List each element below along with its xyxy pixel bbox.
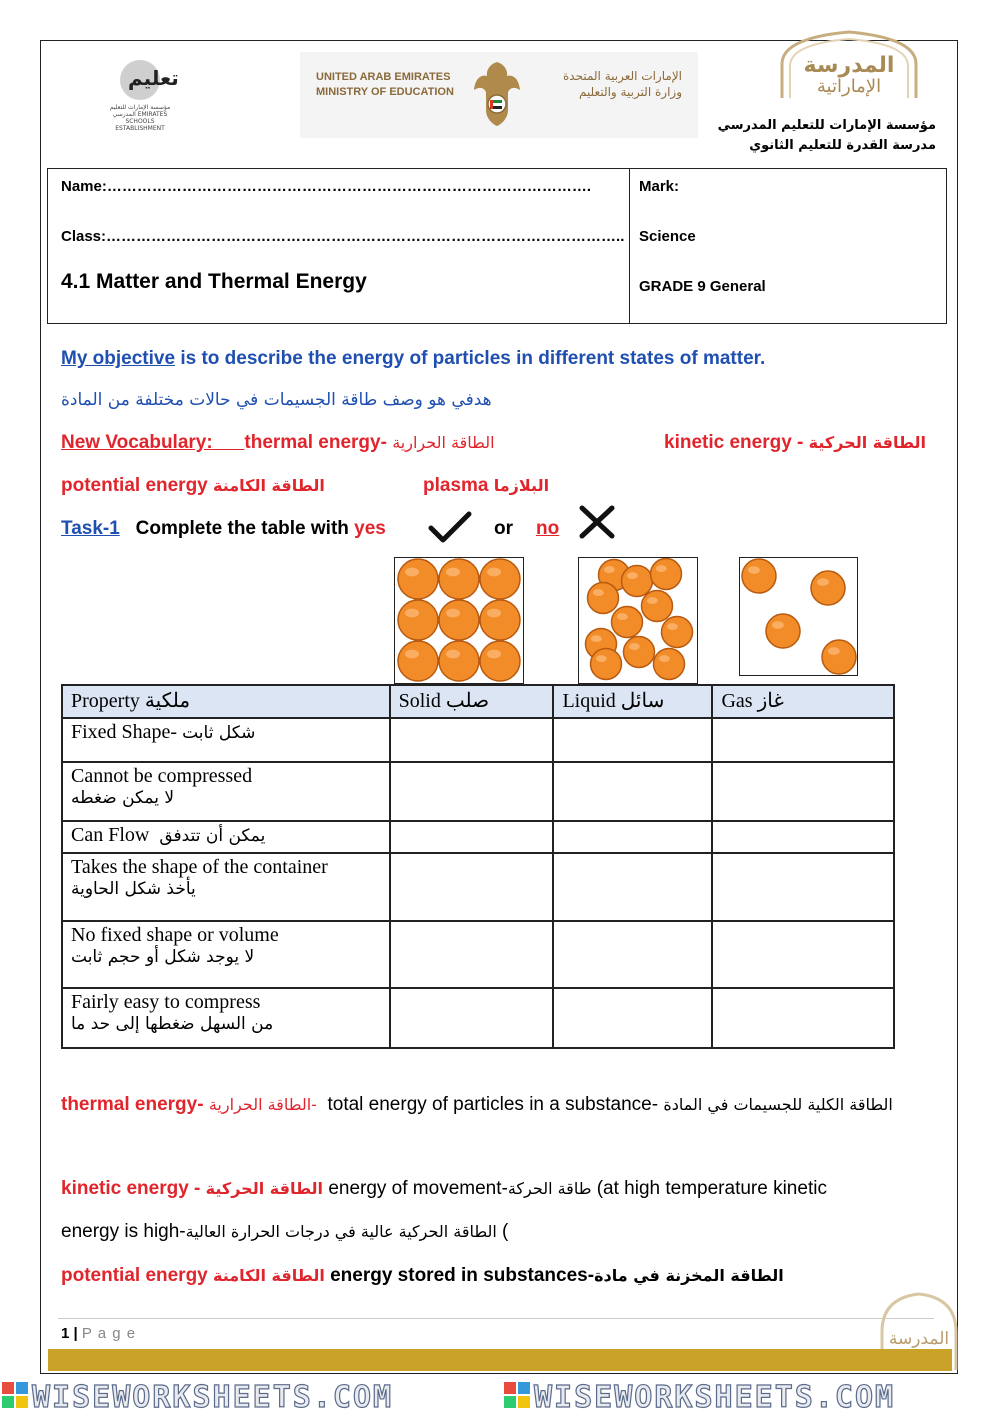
- organization-lines: [700, 116, 936, 156]
- gas-particle: [822, 640, 856, 674]
- vocab-kinetic-en: kinetic energy -: [664, 432, 804, 453]
- answer-cell-gas[interactable]: [712, 853, 894, 921]
- answer-cell-liquid[interactable]: [553, 988, 712, 1048]
- table-row: [62, 988, 894, 1048]
- ministry-en-line1: UNITED ARAB EMIRATES: [316, 71, 451, 83]
- answer-cell-liquid[interactable]: [553, 921, 712, 988]
- class-field[interactable]: Class:…………………………………………………………………………………………..: [61, 228, 625, 245]
- wise-logo-icon: [504, 1382, 530, 1408]
- answer-cell-gas[interactable]: [712, 762, 894, 821]
- talim-logo-word: تعليم: [128, 66, 179, 90]
- def-kinetic-note-ar: الطاقة الحركية عالية في درجات الحرارة العالية: [185, 1222, 497, 1241]
- solid-particle: [439, 641, 479, 681]
- footer-rule: [58, 1318, 934, 1319]
- solid-particles-diagram: [394, 557, 524, 684]
- footer-gold-bar: [48, 1349, 952, 1371]
- liquid-particle: [591, 649, 622, 680]
- answer-cell-liquid[interactable]: [553, 762, 712, 821]
- table-row: [62, 762, 894, 821]
- def-thermal-text: total energy of particles in a substance-: [327, 1094, 659, 1115]
- vocab-plasma-en: plasma: [423, 475, 489, 496]
- def-kinetic-text-ar: طاقة الحركة: [507, 1179, 592, 1198]
- vocab-kinetic-ar: الطاقة الحركية: [808, 433, 927, 452]
- table-row: [62, 821, 894, 853]
- liquid-particle: [654, 649, 685, 680]
- def-kinetic-ar: الطاقة الحركية: [205, 1179, 324, 1198]
- vocab-potential-en: potential energy: [61, 475, 208, 496]
- solid-particle: [398, 641, 438, 681]
- vocabulary-plasma: [423, 475, 549, 497]
- uae-emblem-icon: [472, 58, 522, 130]
- property-ar: من السهل ضغطها إلى حد ما: [71, 1014, 274, 1034]
- property-cell: [62, 921, 390, 988]
- property-en: Fixed Shape-: [71, 721, 178, 743]
- table-row: [62, 853, 894, 921]
- def-kinetic-term: kinetic energy -: [61, 1178, 201, 1199]
- talim-logo-caption: مؤسسة الإمارات للتعليم المدرسي EMIRATES SCHOOLS ESTABLISHMENT: [109, 104, 171, 132]
- vocab-thermal-en: thermal energy-: [244, 432, 387, 453]
- property-en: Takes the shape of the container: [71, 856, 328, 878]
- definition-thermal: [61, 1094, 921, 1116]
- answer-cell-liquid[interactable]: [553, 718, 712, 762]
- objective-line: [61, 348, 765, 370]
- wise-logo-icon: [2, 1382, 28, 1408]
- gas-particle: [742, 559, 776, 593]
- property-en: Fairly easy to compress: [71, 991, 261, 1013]
- answer-cell-liquid[interactable]: [553, 821, 712, 853]
- property-cell: [62, 821, 390, 853]
- answer-cell-gas[interactable]: [712, 821, 894, 853]
- watermark-text-2: WISEWORKSHEETS.COM: [534, 1380, 896, 1413]
- page-footer: 1 | P a g e: [61, 1325, 137, 1342]
- grade-label: GRADE 9 General: [639, 278, 766, 295]
- vocabulary-line-1: [61, 432, 495, 454]
- def-kinetic-text: energy of movement-: [328, 1178, 508, 1199]
- table-header-row: [62, 685, 894, 718]
- ministry-banner: [300, 52, 698, 138]
- cross-icon: [578, 504, 616, 540]
- vocabulary-potential: [61, 475, 325, 497]
- def-potential-text: energy stored in substances-: [330, 1265, 595, 1286]
- vocabulary-label: New Vocabulary:: [61, 432, 213, 453]
- answer-cell-solid[interactable]: [390, 718, 554, 762]
- def-potential-term: potential energy: [61, 1265, 208, 1286]
- liquid-particle: [612, 607, 643, 638]
- def-potential-text-ar: الطاقة المخزنة في مادة: [594, 1266, 784, 1285]
- def-kinetic-note-1: (at high temperature kinetic: [596, 1178, 827, 1199]
- header-property: Property ملكية: [62, 685, 390, 718]
- liquid-particle: [642, 591, 673, 622]
- def-thermal-ar: الطاقة الحرارية-: [208, 1095, 317, 1114]
- checkmark-icon: [428, 510, 472, 544]
- answer-cell-solid[interactable]: [390, 821, 554, 853]
- gas-particle: [766, 614, 800, 648]
- definition-potential: [61, 1265, 921, 1287]
- solid-particle: [398, 600, 438, 640]
- task-line: [61, 518, 386, 540]
- property-en: Cannot be compressed: [71, 765, 253, 787]
- page-number: 1: [61, 1325, 70, 1342]
- objective-text: is to describe the energy of particles in different states of matter.: [175, 348, 766, 369]
- property-ar: يأخذ شكل الحاوية: [71, 879, 196, 899]
- header-gas: Gas غاز: [712, 685, 894, 718]
- task-instruction: Complete the table with: [135, 518, 355, 539]
- property-cell: [62, 718, 390, 762]
- org-line-2: مدرسة القدرة للتعليم الثانوي: [749, 138, 936, 153]
- def-kinetic-note-2: energy is high-: [61, 1221, 186, 1242]
- mark-field[interactable]: Mark:: [639, 178, 680, 195]
- task-or: or: [494, 518, 513, 539]
- answer-cell-gas[interactable]: [712, 921, 894, 988]
- answer-cell-gas[interactable]: [712, 718, 894, 762]
- solid-particle: [480, 641, 520, 681]
- watermark-banner: [0, 1376, 1000, 1413]
- vocabulary-kinetic: [664, 432, 926, 454]
- def-thermal-text-ar: الطاقة الكلية للجسيمات في المادة: [663, 1095, 893, 1114]
- vocab-thermal-ar: الطاقة الحرارية: [392, 433, 495, 452]
- property-ar: لا يوجد شكل أو حجم ثابت: [71, 947, 255, 967]
- org-line-1: مؤسسة الإمارات للتعليم المدرسي: [717, 118, 936, 133]
- watermark-text-1: WISEWORKSHEETS.COM: [32, 1380, 394, 1413]
- definition-kinetic-note: energy is high-الطاقة الحركية عالية في درجات الحرارة العالية (: [61, 1221, 509, 1242]
- property-cell: [62, 762, 390, 821]
- gas-particles-diagram: [739, 557, 858, 676]
- solid-particle: [439, 559, 479, 599]
- answer-cell-liquid[interactable]: [553, 853, 712, 921]
- answer-cell-solid[interactable]: [390, 988, 554, 1048]
- solid-particle: [398, 559, 438, 599]
- property-ar: شكل ثابت: [182, 723, 256, 743]
- header-liquid: Liquid سائل: [553, 685, 712, 718]
- task-yes: yes: [354, 518, 386, 539]
- objective-lead: My objective: [61, 348, 176, 369]
- solid-particle: [480, 600, 520, 640]
- states-properties-table: [61, 684, 895, 1049]
- worksheet-title: 4.1 Matter and Thermal Energy: [61, 270, 367, 293]
- def-potential-ar: الطاقة الكامنة: [213, 1266, 325, 1285]
- emirati-school-logo: [776, 30, 922, 100]
- page-word: P a g e: [81, 1325, 137, 1342]
- liquid-particle: [624, 637, 655, 668]
- info-box-divider: [629, 168, 630, 324]
- liquid-particle: [651, 559, 682, 590]
- property-ar: لا يمكن ضغطه: [71, 788, 175, 808]
- talim-logo: [108, 60, 179, 140]
- answer-cell-gas[interactable]: [712, 988, 894, 1048]
- madrasa-logo-line2: الإماراتية: [816, 76, 882, 97]
- madrasa-logo-line1: المدرسة: [803, 53, 895, 78]
- liquid-particle: [588, 583, 619, 614]
- header-solid: Solid صلب: [390, 685, 554, 718]
- table-row: [62, 718, 894, 762]
- property-ar: يمكن أن تتدفق: [159, 826, 266, 846]
- liquid-particle: [662, 617, 693, 648]
- property-cell: [62, 853, 390, 921]
- ministry-ar-line1: الإمارات العربية المتحدة: [563, 69, 682, 83]
- task-label: Task-1: [61, 518, 120, 539]
- solid-particle: [480, 559, 520, 599]
- answer-cell-solid[interactable]: [390, 921, 554, 988]
- def-thermal-term: thermal energy-: [61, 1094, 204, 1115]
- objective-arabic: هدفي هو وصف طاقة الجسيمات في حالات مختلفة من المادة: [61, 390, 492, 410]
- footer-logo-line1: المدرسة: [888, 1329, 950, 1349]
- ministry-en-line2: MINISTRY OF EDUCATION: [316, 86, 454, 98]
- answer-cell-solid[interactable]: [390, 762, 554, 821]
- name-field[interactable]: Name:…………………………………………………………………………………….: [61, 178, 592, 195]
- property-en: No fixed shape or volume: [71, 924, 279, 946]
- solid-particle: [439, 600, 479, 640]
- property-en: Can Flow: [71, 824, 150, 846]
- definition-kinetic: [61, 1178, 921, 1200]
- answer-cell-solid[interactable]: [390, 853, 554, 921]
- subject-label: Science: [639, 228, 696, 245]
- table-row: [62, 921, 894, 988]
- task-no: no: [536, 518, 560, 539]
- gas-particle: [811, 571, 845, 605]
- vocab-potential-ar: الطاقة الكامنة: [213, 476, 325, 495]
- vocab-plasma-ar: البلازما: [493, 476, 550, 495]
- liquid-particle: [622, 566, 653, 597]
- liquid-particles-diagram: [578, 557, 698, 684]
- ministry-ar-line2: وزارة التربية والتعليم: [578, 85, 682, 99]
- property-cell: [62, 988, 390, 1048]
